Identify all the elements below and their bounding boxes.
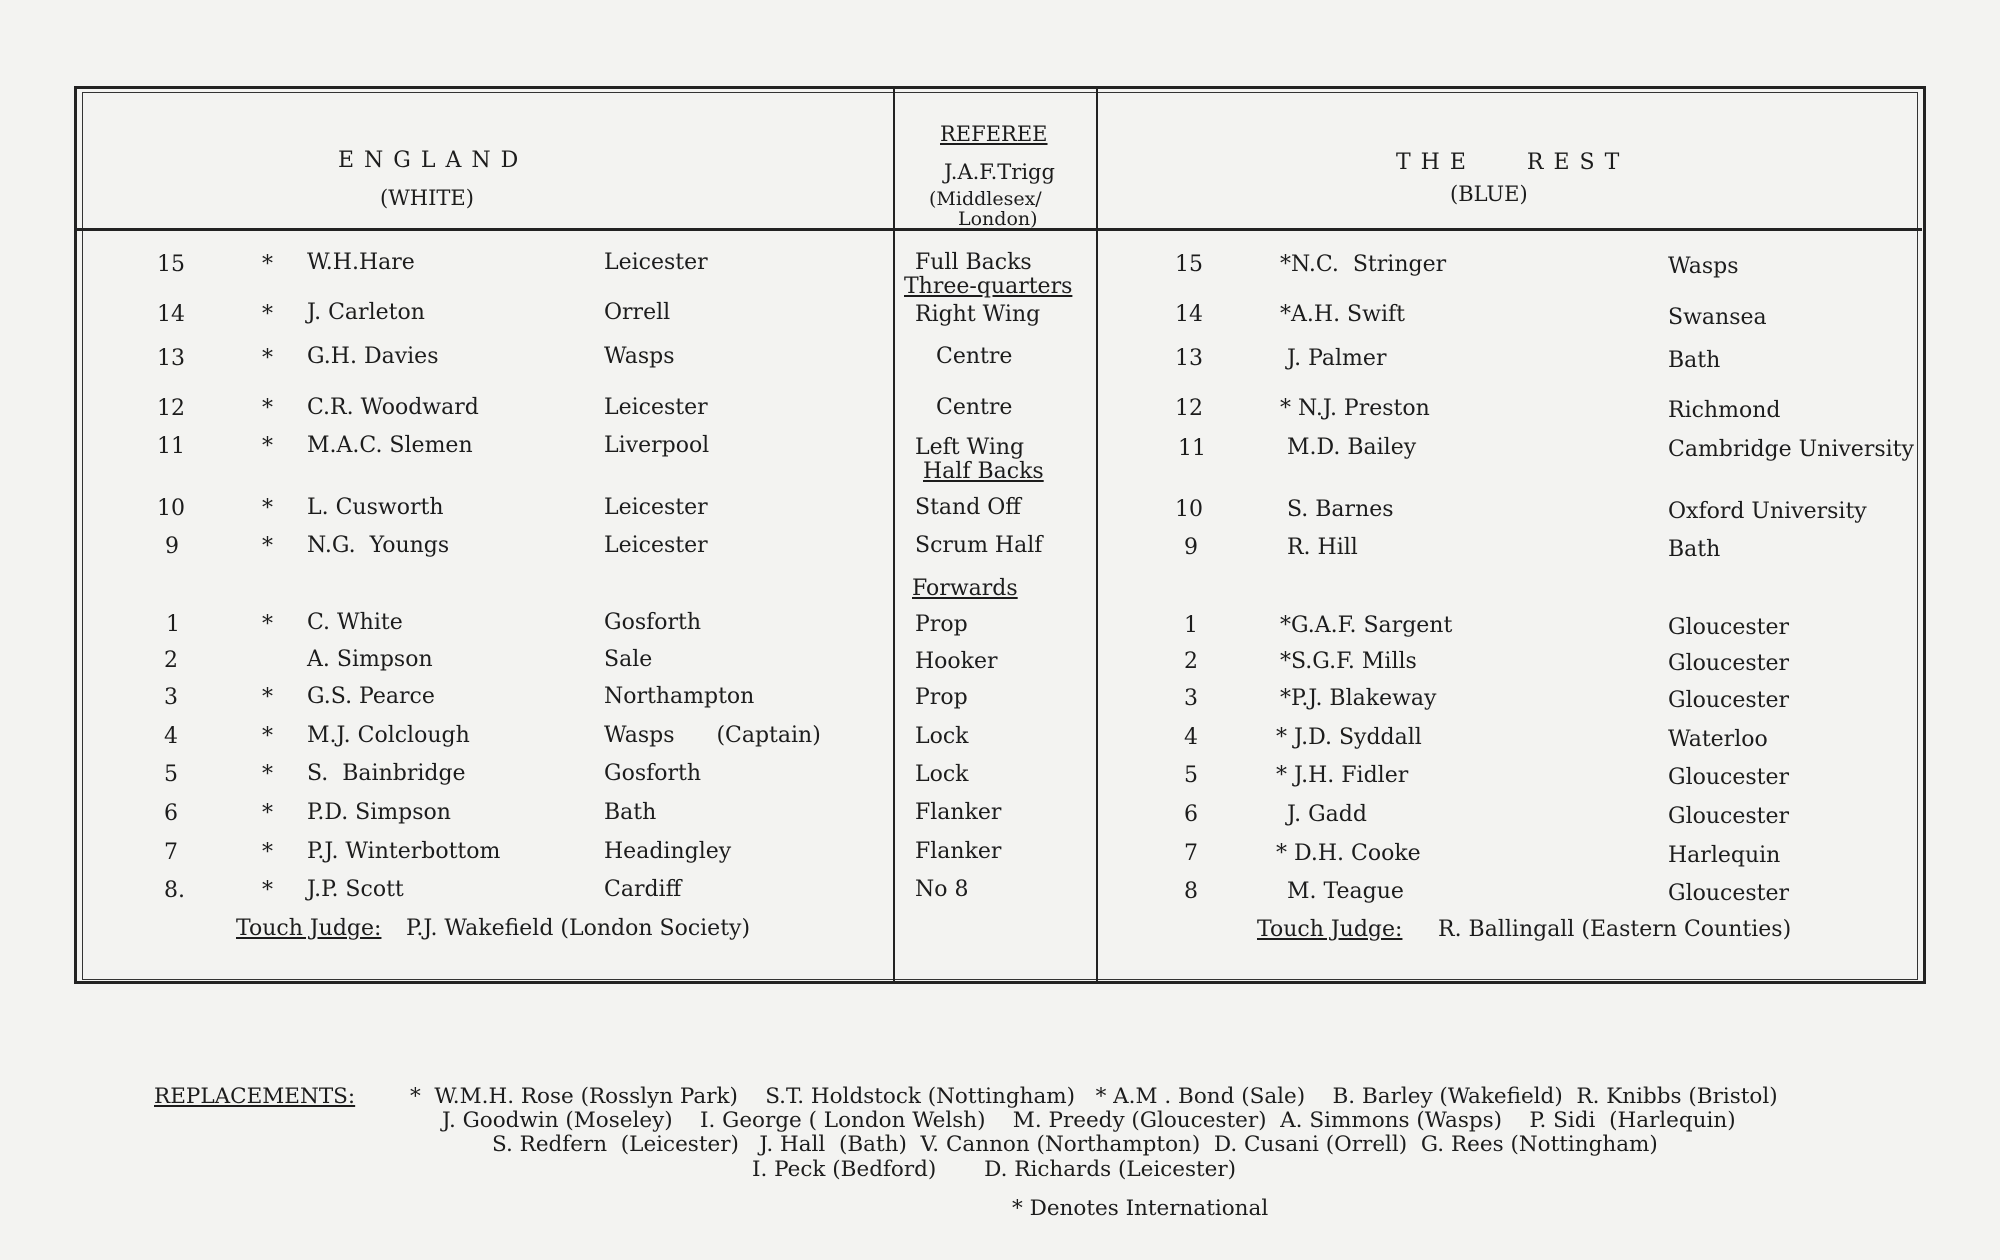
international-marker: *: [262, 685, 273, 710]
player-name: N.G. Youngs: [307, 533, 450, 558]
international-marker: *: [262, 302, 273, 327]
player-name: J. Gadd: [1280, 802, 1367, 827]
player-number: 7: [164, 840, 178, 865]
player-number: 11: [157, 434, 185, 459]
player-number: 9: [165, 534, 179, 559]
player-name: J. Palmer: [1280, 346, 1387, 371]
replacements-label: REPLACEMENTS:: [154, 1084, 356, 1109]
player-number: 8.: [164, 878, 185, 903]
player-club: Gosforth: [604, 761, 702, 786]
player-club: Gloucester: [1668, 804, 1790, 829]
player-club: Leicester: [604, 533, 708, 558]
player-club: Headingley: [604, 839, 732, 864]
referee-heading: REFEREE: [940, 122, 1048, 146]
player-number: 12: [157, 396, 185, 421]
international-marker: *: [262, 396, 273, 421]
position-label: Left Wing: [915, 435, 1025, 460]
position-label: Right Wing: [915, 302, 1041, 327]
player-number: 4: [1184, 725, 1198, 750]
replacements-line-4: I. Peck (Bedford) D. Richards (Leicester): [752, 1157, 1237, 1182]
player-name: L. Cusworth: [307, 495, 444, 520]
player-name: *S.G.F. Mills: [1280, 649, 1417, 674]
touch-judge-label: Touch Judge:: [236, 916, 382, 941]
player-club: Northampton: [604, 684, 755, 709]
player-name: M.D. Bailey: [1280, 435, 1417, 460]
player-name: * D.H. Cooke: [1276, 841, 1421, 866]
player-name: P.J. Winterbottom: [307, 839, 501, 864]
player-name: * N.J. Preston: [1280, 396, 1430, 421]
player-name: S. Bainbridge: [307, 761, 466, 786]
international-marker: *: [262, 612, 273, 637]
england-colour: (WHITE): [380, 186, 474, 210]
position-label: Lock: [915, 762, 969, 787]
player-name: *N.C. Stringer: [1280, 252, 1447, 277]
player-name: S. Barnes: [1280, 497, 1394, 522]
player-number: 10: [1175, 497, 1203, 522]
player-name: C.R. Woodward: [307, 395, 479, 420]
column-divider-left: [893, 88, 895, 982]
player-club: Wasps (Captain): [604, 723, 821, 748]
player-number: 6: [1184, 802, 1198, 827]
referee-society-1: (Middlesex/: [929, 188, 1042, 210]
player-club: Richmond: [1668, 398, 1781, 423]
position-label: Stand Off: [915, 495, 1021, 520]
player-name: M.A.C. Slemen: [307, 433, 473, 458]
international-marker: *: [262, 878, 273, 903]
touch-judge-rest: R. Ballingall (Eastern Counties): [1438, 917, 1792, 942]
player-name: W.H.Hare: [307, 250, 415, 275]
player-club: Gloucester: [1668, 765, 1790, 790]
replacements-line-3: S. Redfern (Leicester) J. Hall (Bath) V. Cannon (Northampton) D. Cusani (Orrell) G. Rees (Nottingham): [492, 1132, 1658, 1157]
player-name: G.H. Davies: [307, 344, 439, 369]
international-note: * Denotes International: [1012, 1196, 1269, 1221]
player-number: 9: [1184, 535, 1198, 560]
international-marker: *: [262, 496, 273, 521]
column-divider-right: [1096, 88, 1098, 982]
player-name: * J.H. Fidler: [1276, 763, 1409, 788]
player-number: 6: [164, 801, 178, 826]
referee-society-2: London): [958, 208, 1038, 230]
player-club: Waterloo: [1668, 727, 1768, 752]
player-number: 3: [1184, 686, 1198, 711]
player-name: *P.J. Blakeway: [1280, 686, 1437, 711]
player-club: Oxford University: [1668, 499, 1867, 524]
player-number: 2: [1184, 649, 1198, 674]
international-marker: *: [262, 346, 273, 371]
player-club: Gloucester: [1668, 688, 1790, 713]
player-number: 14: [1175, 302, 1203, 327]
player-number: 1: [166, 612, 180, 637]
player-number: 7: [1184, 841, 1198, 866]
player-number: 11: [1178, 436, 1206, 461]
replacements-line-2: J. Goodwin (Moseley) I. George ( London Welsh) M. Preedy (Gloucester) A. Simmons (Wasps) P. Sidi (Harlequin): [442, 1108, 1736, 1133]
player-name: C. White: [307, 610, 403, 635]
player-number: 1: [1184, 613, 1198, 638]
player-club: Swansea: [1668, 305, 1767, 330]
section-heading: Forwards: [912, 576, 1018, 601]
position-label: Flanker: [915, 800, 1002, 825]
position-label: Centre: [936, 395, 1013, 420]
international-marker: *: [262, 801, 273, 826]
player-club: Gosforth: [604, 610, 702, 635]
player-number: 5: [1184, 763, 1198, 788]
player-club: Cardiff: [604, 877, 682, 902]
england-title: ENGLAND: [338, 148, 529, 173]
section-heading: Three-quarters: [904, 274, 1073, 299]
player-club: Gloucester: [1668, 881, 1790, 906]
player-club: Wasps: [1668, 254, 1739, 279]
player-name: * J.D. Syddall: [1276, 725, 1422, 750]
player-club: Bath: [1668, 537, 1721, 562]
player-number: 5: [164, 762, 178, 787]
section-heading: Half Backs: [923, 459, 1044, 484]
player-club: Leicester: [604, 495, 708, 520]
player-name: P.D. Simpson: [307, 800, 451, 825]
position-label: Centre: [936, 344, 1013, 369]
international-marker: *: [262, 840, 273, 865]
player-name: J.P. Scott: [307, 877, 404, 902]
player-number: 10: [157, 496, 185, 521]
player-club: Harlequin: [1668, 843, 1781, 868]
player-number: 3: [164, 685, 178, 710]
player-number: 12: [1175, 396, 1203, 421]
international-marker: *: [262, 762, 273, 787]
player-club: Cambridge University: [1668, 437, 1914, 462]
player-name: R. Hill: [1280, 535, 1358, 560]
player-name: *G.A.F. Sargent: [1280, 613, 1453, 638]
position-label: No 8: [915, 877, 969, 902]
player-number: 13: [1175, 346, 1203, 371]
position-label: Flanker: [915, 839, 1002, 864]
position-label: Lock: [915, 724, 969, 749]
international-marker: *: [262, 252, 273, 277]
touch-judge-england: P.J. Wakefield (London Society): [406, 916, 751, 941]
player-number: 15: [157, 252, 185, 277]
international-marker: *: [262, 434, 273, 459]
rest-colour: (BLUE): [1450, 182, 1528, 206]
player-name: *A.H. Swift: [1280, 302, 1405, 327]
player-club: Gloucester: [1668, 651, 1790, 676]
player-number: 4: [164, 724, 178, 749]
player-club: Bath: [1668, 348, 1721, 373]
position-label: Hooker: [915, 649, 998, 674]
player-name: J. Carleton: [307, 300, 425, 325]
international-marker: *: [262, 534, 273, 559]
player-club: Wasps: [604, 344, 675, 369]
rest-title: THE REST: [1396, 150, 1630, 175]
player-club: Sale: [604, 647, 653, 672]
player-name: M. Teague: [1280, 879, 1404, 904]
position-label: Prop: [915, 612, 968, 637]
replacements-line-1: * W.M.H. Rose (Rosslyn Park) S.T. Holdstock (Nottingham) * A.M . Bond (Sale) B. Barley (Wakefield) R. Knibbs (Bristol): [410, 1084, 1778, 1109]
player-number: 13: [157, 346, 185, 371]
player-number: 2: [164, 648, 178, 673]
referee-name: J.A.F.Trigg: [944, 160, 1055, 184]
position-label: Scrum Half: [915, 533, 1043, 558]
player-name: M.J. Colclough: [307, 723, 470, 748]
player-club: Leicester: [604, 250, 708, 275]
player-club: Leicester: [604, 395, 708, 420]
position-label: Full Backs: [915, 250, 1032, 275]
player-number: 15: [1175, 252, 1203, 277]
player-club: Bath: [604, 800, 657, 825]
player-number: 8: [1184, 879, 1198, 904]
touch-judge-label: Touch Judge:: [1257, 917, 1403, 942]
player-name: A. Simpson: [307, 647, 433, 672]
player-name: G.S. Pearce: [307, 684, 435, 709]
position-label: Prop: [915, 685, 968, 710]
player-club: Orrell: [604, 300, 671, 325]
player-club: Gloucester: [1668, 615, 1790, 640]
player-club: Liverpool: [604, 433, 710, 458]
international-marker: *: [262, 724, 273, 749]
player-number: 14: [157, 302, 185, 327]
